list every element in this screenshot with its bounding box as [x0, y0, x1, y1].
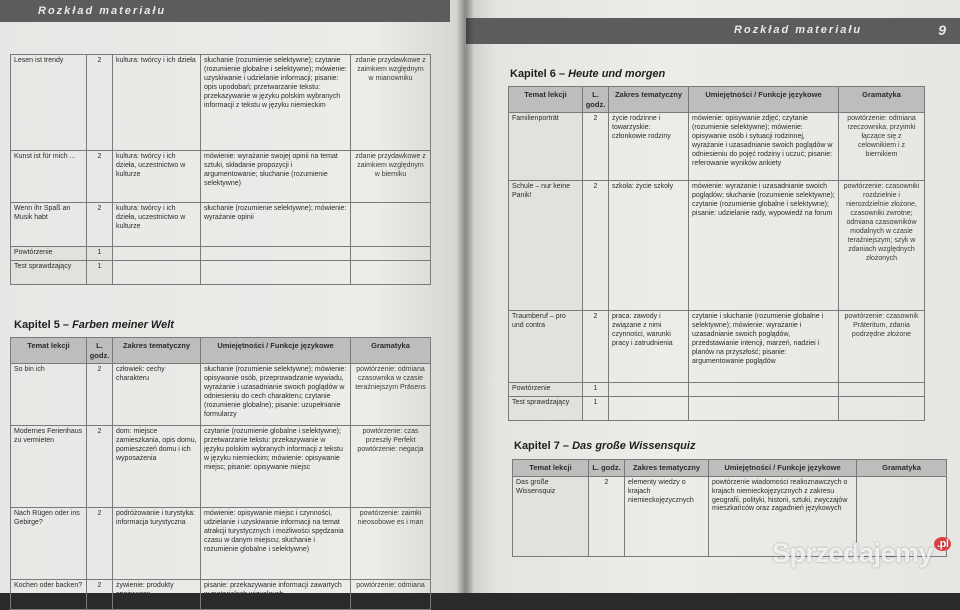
lesson-cell: Powtórzenie	[509, 383, 583, 397]
skills-cell: czytanie (rozumienie globalne i selektywne); przetwarzanie tekstu: przekazywanie w języku polskim wybranych informacji z tekstu w języku niemieckim; mówienie: opisywanie miejsc; pisanie: opisywanie miejsc	[201, 426, 351, 508]
watermark	[772, 538, 951, 569]
col-header-lesson: Temat lekcji	[509, 87, 583, 113]
table-row	[509, 397, 925, 421]
topic-cell: kultura: twórcy i ich dzieła	[113, 55, 201, 151]
lesson-cell: So bin ich	[11, 364, 87, 426]
topic-cell	[113, 247, 201, 261]
kapitel-7-heading	[514, 440, 695, 452]
book-gutter-shadow	[456, 0, 474, 593]
topic-cell: dom: miejsce zamieszkania, opis domu, pomieszczeń domu i ich wyposażenia	[113, 426, 201, 508]
topic-cell: elementy wiedzy o krajach niemieckojęzycznych	[625, 476, 709, 556]
hours-cell: 2	[87, 426, 113, 508]
kapitel-5-title: Farben meiner Welt	[72, 319, 174, 331]
hours-cell: 1	[87, 247, 113, 261]
col-header-skills: Umiejętności / Funkcje językowe	[201, 338, 351, 364]
hours-cell: 2	[589, 476, 625, 556]
lesson-cell: Test sprawdzający	[509, 397, 583, 421]
page-number: 9	[938, 22, 946, 38]
col-header-skills: Umiejętności / Funkcje językowe	[689, 87, 839, 113]
topic-cell: żywienie: produkty spożywcze	[113, 580, 201, 610]
hours-cell: 1	[87, 261, 113, 285]
lesson-cell: Nach Rügen oder ins Gebirge?	[11, 508, 87, 580]
col-header-grammar: Gramatyka	[839, 87, 925, 113]
kapitel-7-prefix: Kapitel 7 –	[514, 440, 573, 452]
grammar-cell	[839, 383, 925, 397]
skills-cell: mówienie: opisywanie zdjęć; czytanie (rozumienie selektywne); mówienie: opisywanie osób i sytuacji rodzinnej, wyrażanie i uzasadnianie swoich poglądów w odniesieniu do pojęć rodziny i uczuć; pisanie: referowanie wyników ankiety	[689, 113, 839, 181]
table-row	[11, 203, 431, 247]
table-header-row	[11, 338, 431, 364]
right-page	[466, 0, 960, 593]
kapitel-7-title: Das große Wissensquiz	[572, 440, 696, 452]
lesson-cell: Kunst ist für mich ...	[11, 151, 87, 203]
table-row	[11, 247, 431, 261]
left-page	[0, 0, 470, 599]
lesson-cell: Kochen oder backen?	[11, 580, 87, 610]
grammar-cell	[839, 397, 925, 421]
top-continuation-table	[10, 54, 431, 285]
hours-cell: 2	[583, 181, 609, 311]
lesson-cell: Traumberuf – pro und contra	[509, 311, 583, 383]
grammar-cell: powtórzenie: odmiana rzeczownika, przyimki łączące się z celownikiem i z biernikiem	[839, 113, 925, 181]
skills-cell: czytanie i słuchanie (rozumienie globalne i selektywne); mówienie: wyrażanie i uzasadnianie swoich poglądów, przedstawianie intencji, marzeń, nadziei i planów na przyszłość; pisanie: argumentowanie poglądów	[689, 311, 839, 383]
hours-cell: 2	[87, 151, 113, 203]
kapitel-5-prefix: Kapitel 5 –	[14, 319, 73, 331]
hours-cell: 2	[87, 580, 113, 610]
watermark-suffix: .pl	[934, 537, 951, 551]
hours-cell: 2	[87, 203, 113, 247]
table-row	[11, 580, 431, 610]
grammar-cell	[351, 261, 431, 285]
col-header-skills: Umiejętności / Funkcje językowe	[709, 460, 857, 477]
lesson-cell: Schule – nur keine Panik!	[509, 181, 583, 311]
skills-cell	[201, 261, 351, 285]
kapitel-5-table	[10, 337, 431, 610]
left-banner-title: Rozkład materiału	[38, 5, 167, 17]
grammar-cell: zdanie przydawkowe z zaimkiem względnym w mianowniku	[351, 55, 431, 151]
topic-cell	[609, 397, 689, 421]
grammar-cell: powtórzenie: czasownik Präteritum, zdania podrzędne złożone	[839, 311, 925, 383]
watermark-text: Sprzedajemy	[772, 538, 934, 568]
skills-cell: mówienie: wyrażanie swojej opinii na temat sztuki, składanie propozycji i argumentowanie; słuchanie (rozumienie selektywne)	[201, 151, 351, 203]
col-header-grammar: Gramatyka	[857, 460, 947, 477]
right-header-banner	[466, 18, 960, 44]
topic-cell: kultura: twórcy i ich dzieła, uczestnictwo w kulturze	[113, 151, 201, 203]
table-row	[11, 426, 431, 508]
grammar-cell	[351, 247, 431, 261]
lesson-cell: Modernes Ferienhaus zu vermieten	[11, 426, 87, 508]
hours-cell: 2	[87, 508, 113, 580]
skills-cell: słuchanie (rozumienie selektywne); mówienie: opisywanie osób, przeprowadzanie wywiadu, wyrażanie i uzasadnianie swoich poglądów w odniesieniu do cech charakteru; czytanie (rozumienie globalne); pisanie: uzupełnianie formularzy	[201, 364, 351, 426]
grammar-cell: powtórzenie: czasowniki rozdzielnie i nierozdzielnie złożone, czasowniki zwrotne; odmiana czasowników modalnych w czasie teraźniejszym; szyk w zdaniach względnych złożonych	[839, 181, 925, 311]
table-row	[11, 261, 431, 285]
table-header-row	[513, 460, 947, 477]
skills-cell: mówienie: wyrażanie i uzasadnianie swoich poglądów; słuchanie (rozumienie selektywne); czytanie (rozumienie globalne i selektywne); pisanie: udzielanie rady, wypowiedź na forum	[689, 181, 839, 311]
kapitel-6-table	[508, 86, 925, 421]
col-header-topic: Zakres tematyczny	[113, 338, 201, 364]
hours-cell: 2	[87, 55, 113, 151]
kapitel-6-title: Heute und morgen	[568, 68, 666, 80]
col-header-hours: L. godz.	[589, 460, 625, 477]
topic-cell: człowiek: cechy charakteru	[113, 364, 201, 426]
topic-cell	[113, 261, 201, 285]
col-header-lesson: Temat lekcji	[513, 460, 589, 477]
skills-cell: mówienie: opisywanie miejsc i czynności, udzielanie i uzyskiwanie informacji na temat atrakcji turystycznych i możliwości spędzania czasu w danym miejscu; słuchanie i rozumienie globalne i selektywne)	[201, 508, 351, 580]
grammar-cell: zdanie przydawkowe z zaimkiem względnym w bierniku	[351, 151, 431, 203]
left-header-banner	[0, 0, 450, 22]
topic-cell	[609, 383, 689, 397]
skills-cell: pisanie: przekazywanie informacji zawartych w materiałach wizualnych	[201, 580, 351, 610]
hours-cell: 2	[583, 113, 609, 181]
topic-cell: szkoła: życie szkoły	[609, 181, 689, 311]
skills-cell	[689, 383, 839, 397]
lesson-cell: Lesen ist trendy	[11, 55, 87, 151]
col-header-topic: Zakres tematyczny	[609, 87, 689, 113]
lesson-cell: Wenn ihr Spaß an Musik habt	[11, 203, 87, 247]
right-banner-title: Rozkład materiału	[734, 24, 863, 36]
col-header-lesson: Temat lekcji	[11, 338, 87, 364]
table-row	[509, 311, 925, 383]
topic-cell: praca: zawody i związane z nimi czynności, warunki pracy i zatrudnienia	[609, 311, 689, 383]
table-row	[11, 55, 431, 151]
kapitel-5-heading	[14, 319, 174, 331]
table-row	[11, 508, 431, 580]
lesson-cell: Familienporträt	[509, 113, 583, 181]
grammar-cell: powtórzenie: odmiana	[351, 580, 431, 610]
table-row	[509, 181, 925, 311]
col-header-hours: L. godz.	[583, 87, 609, 113]
skills-cell: słuchanie (rozumienie selektywne); mówienie: wyrażanie opinii	[201, 203, 351, 247]
grammar-cell: powtórzenie: czas przeszły Perfekt powtórzenie: negacja	[351, 426, 431, 508]
skills-cell	[689, 397, 839, 421]
topic-cell: kultura: twórcy i ich dzieła, uczestnictwo w kulturze	[113, 203, 201, 247]
grammar-cell: powtórzenie: zaimki nieosobowe es i man	[351, 508, 431, 580]
hours-cell: 1	[583, 383, 609, 397]
grammar-cell	[351, 203, 431, 247]
kapitel-6-prefix: Kapitel 6 –	[510, 68, 569, 80]
skills-cell: powtórzenie wiadomości realioznawczych o krajach niemieckojęzycznych z zakresu geografii, polityki, historii, sztuki, zwyczajów mieszkańców oraz zagadnień językowych	[709, 476, 857, 556]
table-row	[11, 151, 431, 203]
lesson-cell: Test sprawdzający	[11, 261, 87, 285]
lesson-cell: Powtórzenie	[11, 247, 87, 261]
topic-cell: życie rodzinne i towarzyskie: członkowie rodziny	[609, 113, 689, 181]
hours-cell: 2	[87, 364, 113, 426]
topic-cell: podróżowanie i turystyka: informacja turystyczna	[113, 508, 201, 580]
col-header-grammar: Gramatyka	[351, 338, 431, 364]
table-header-row	[509, 87, 925, 113]
grammar-cell: powtórzenie: odmiana czasownika w czasie teraźniejszym Präsens	[351, 364, 431, 426]
table-row	[11, 364, 431, 426]
lesson-cell: Das große Wissensquiz	[513, 476, 589, 556]
hours-cell: 2	[583, 311, 609, 383]
kapitel-6-heading	[510, 68, 665, 80]
col-header-topic: Zakres tematyczny	[625, 460, 709, 477]
skills-cell	[201, 247, 351, 261]
hours-cell: 1	[583, 397, 609, 421]
table-row	[509, 383, 925, 397]
table-row	[509, 113, 925, 181]
skills-cell: słuchanie (rozumienie selektywne); czytanie (rozumienie globalne i selektywne); mówienie: uzyskiwanie i udzielanie informacji; pisanie: opis upodobań; przetwarzanie tekstu: przekazywanie w języku polskim wybranych informacji z tekstu w języku niemieckim	[201, 55, 351, 151]
col-header-hours: L. godz.	[87, 338, 113, 364]
